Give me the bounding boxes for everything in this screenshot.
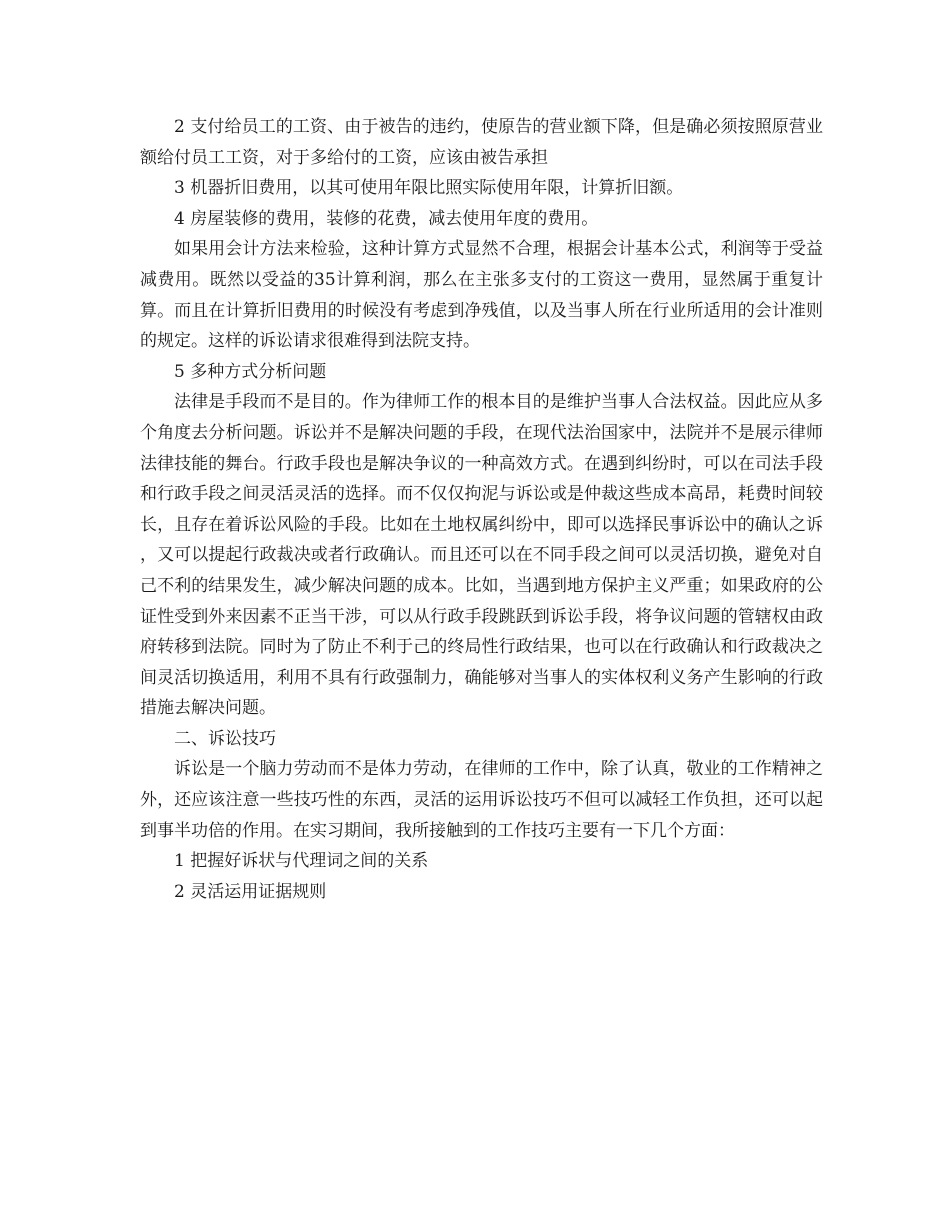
document-body — [140, 112, 823, 907]
heading-litigation-skills: 二、诉讼技巧 — [174, 728, 276, 749]
list-item-evidence-rules: 2 灵活运用证据规则 — [174, 881, 327, 902]
paragraph-law-as-means: 法律是手段而不是目的。作为律师工作的根本目的是维护当事人合法权益。因此应从多个角度去分析问题。诉讼并不是解决问题的手段，在现代法治国家中，法院并不是展示律师法律技能的舞台。行政手段也是解决争议的一种高效方式。在遇到纠纷时，可以在司法手段和行政手段之间灵活灵活的选择。而不仅仅拘泥与诉讼或是仲裁这些成本高昂，耗费时间较长，且存在着诉讼风险的手段。比如在土地权属纠纷中，即可以选择民事诉讼中的确认之诉，又可以提起行政裁决或者行政确认。而且还可以在不同手段之间可以灵活切换，避免对自己不利的结果发生，减少解决问题的成本。比如，当遇到地方保护主义严重；如果政府的公证性受到外来因素不正当干涉，可以从行政手段跳跃到诉讼手段，将争议问题的管辖权由政府转移到法院。同时为了防止不利于己的终局性行政结果，也可以在行政确认和行政裁决之间灵活切换适用，利用不具有行政强制力，确能够对当事人的实体权利义务产生影响的行政措施去解决问题。 — [140, 392, 823, 719]
list-item-complaint-vs-brief: 1 把握好诉状与代理词之间的关系 — [174, 851, 429, 872]
paragraph-accounting-check: 如果用会计方法来检验，这种计算方式显然不合理，根据会计基本公式，利润等于受益减费用。既然以受益的35计算利润，那么在主张多支付的工资这一费用，显然属于重复计算。而且在计算折旧费用的时候没有考虑到净残值，以及当事人所在行业所适用的会计准则的规定。这样的诉讼请求很难得到法院支持。 — [140, 239, 823, 352]
paragraph-depreciation: 3 机器折旧费用，以其可使用年限比照实际使用年限，计算折旧额。 — [174, 178, 684, 199]
paragraph-renovation: 4 房屋装修的费用，装修的花费，减去使用年度的费用。 — [174, 208, 599, 229]
heading-multiple-approaches: 5 多种方式分析问题 — [174, 361, 327, 382]
paragraph-wage-claim: 2 支付给员工的工资、由于被告的违约，使原告的营业额下降，但是确必须按照原营业额给付员工工资，对于多给付的工资，应该由被告承担 — [140, 117, 823, 168]
paragraph-litigation-intro: 诉讼是一个脑力劳动而不是体力劳动，在律师的工作中，除了认真，敬业的工作精神之外，还应该注意一些技巧性的东西，灵活的运用诉讼技巧不但可以减轻工作负担，还可以起到事半功倍的作用。在实习期间，我所接触到的工作技巧主要有一下几个方面： — [140, 759, 823, 841]
